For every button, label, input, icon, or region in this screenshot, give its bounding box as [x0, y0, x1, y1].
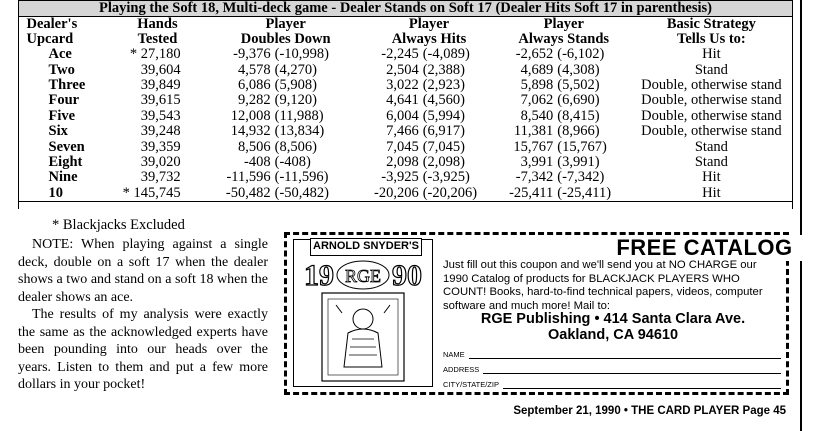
header-player-ah: Player: [408, 16, 450, 32]
address-field-label: ADDRESS: [443, 365, 480, 374]
as-hit-value: (-25,411): [557, 184, 612, 201]
ah-hit-value: (2,098): [422, 153, 465, 170]
dd-stand-value: 4,578: [238, 61, 271, 78]
cell-doubles-down: [211, 62, 361, 77]
table-row: [19, 62, 793, 77]
as-stand-value: -2,652: [515, 46, 554, 63]
card-outline: [322, 293, 404, 381]
cell-basic-strategy: Stand: [694, 153, 728, 170]
as-hit-value: (8,415): [557, 107, 600, 124]
dd-stand-value: 12,008: [230, 107, 271, 124]
cell-doubles-down: [211, 186, 361, 202]
name-field-label: NAME: [443, 350, 465, 359]
cell-always-stands: [497, 186, 630, 202]
coupon-artwork: [293, 239, 433, 387]
as-stand-value: 8,540: [520, 107, 554, 124]
cell-hands-tested: 39,359: [140, 138, 181, 155]
dd-stand-value: 14,932: [230, 123, 271, 140]
cell-always-hits: [361, 62, 498, 77]
cell-upcard: 10: [19, 186, 105, 202]
table-row: [19, 155, 793, 170]
cell-basic-strategy: Stand: [694, 138, 728, 155]
cell-basic-strategy: Hit: [702, 46, 721, 63]
cell-doubles-down: [211, 124, 361, 139]
dd-hit-value: (8,506): [274, 138, 317, 155]
dd-hit-value: (11,988): [274, 107, 324, 124]
ah-hit-value: (6,917): [422, 123, 465, 140]
header-doubles-down: Doubles Down: [240, 31, 331, 47]
dd-stand-value: 8,506: [238, 138, 271, 155]
cell-hands-tested: 39,543: [140, 107, 181, 124]
cell-hands-tested: 39,849: [140, 76, 181, 93]
city-state-zip-label: CITY/STATE/ZIP: [443, 380, 499, 389]
cell-upcard: Ace: [48, 46, 72, 63]
as-hit-value: (4,308): [557, 61, 600, 78]
ah-hit-value: (2,388): [422, 61, 465, 78]
as-stand-value: 15,767: [513, 138, 554, 155]
card-artwork-svg: [296, 255, 430, 383]
ah-stand-value: 2,098: [386, 153, 419, 170]
dd-hit-value: (-10,998): [274, 46, 329, 63]
ah-hit-value: (-4,089): [422, 46, 470, 63]
name-field[interactable]: [443, 347, 781, 359]
dd-stand-value: -50,482: [225, 184, 271, 201]
header-tells-us: Tells Us to:: [677, 31, 746, 47]
cell-hands-tested: 39,248: [140, 123, 181, 140]
dd-hit-value: (5,908): [274, 76, 317, 93]
dd-stand-value: 6,086: [238, 76, 271, 93]
as-hit-value: (8,966): [557, 123, 600, 140]
cell-upcard: Seven: [48, 138, 85, 155]
header-always-hits: Always Hits: [391, 31, 467, 47]
cell-always-hits: [361, 124, 498, 139]
cell-always-hits: [361, 139, 498, 154]
strategy-table: [18, 0, 793, 202]
as-stand-value: 4,689: [520, 61, 554, 78]
art-brand-label: ARNOLD SNYDER'S: [310, 238, 422, 256]
as-hit-value: (5,502): [557, 76, 600, 93]
cell-basic-strategy: Double, otherwise stand: [641, 76, 782, 93]
cell-hands-tested: * 145,745: [104, 186, 210, 202]
ah-hit-value: (2,923): [422, 76, 465, 93]
cell-hands-tested: 39,732: [140, 169, 181, 186]
cell-always-hits: [361, 170, 498, 185]
cell-always-stands: [497, 47, 630, 62]
cell-doubles-down: [211, 93, 361, 108]
header-tested: Tested: [137, 31, 178, 47]
header-basic-strategy: Basic Strategy: [666, 16, 756, 32]
dd-hit-value: (-408): [274, 153, 311, 170]
cell-upcard: Eight: [48, 153, 83, 170]
cell-always-stands: [497, 139, 630, 154]
cell-always-hits: [361, 109, 498, 124]
as-hit-value: (15,767): [557, 138, 607, 155]
page-right-rule: [800, 0, 802, 431]
dd-stand-value: -9,376: [233, 46, 271, 63]
ah-stand-value: 6,004: [386, 107, 419, 124]
ah-hit-value: (-20,206): [422, 184, 478, 201]
as-hit-value: (-7,342): [557, 169, 605, 186]
cell-basic-strategy: Stand: [694, 61, 728, 78]
city-state-zip-field[interactable]: [443, 377, 781, 389]
city-state-zip-line[interactable]: [503, 387, 781, 389]
cell-hands-tested: * 27,180: [129, 46, 181, 63]
table-row: [19, 186, 793, 202]
cell-doubles-down: [211, 139, 361, 154]
dd-stand-value: -408: [244, 153, 271, 170]
header-always-stands: Always Stands: [518, 31, 610, 47]
as-stand-value: 11,381: [513, 123, 554, 140]
cell-always-stands: [497, 62, 630, 77]
year-left-text: 19: [304, 259, 334, 292]
note-paragraph-2: The results of my analysis were exactly the same as the acknowledged experts have been pounding into our heads over the years. Listen to them and put a few more dollars in your pocket!: [18, 307, 268, 392]
cell-always-hits: [361, 186, 498, 202]
table-row: [19, 139, 793, 154]
as-stand-value: -25,411: [509, 184, 554, 201]
ah-hit-value: (-3,925): [422, 169, 470, 186]
table-row: [19, 109, 793, 124]
cell-upcard: Six: [48, 123, 68, 140]
table-row: [19, 170, 793, 185]
table-row: [19, 93, 793, 108]
ah-stand-value: 2,504: [386, 61, 419, 78]
address-field-line[interactable]: [483, 372, 781, 374]
as-hit-value: (3,991): [557, 153, 600, 170]
cell-upcard: Three: [48, 76, 86, 93]
cell-doubles-down: [211, 47, 361, 62]
table-title: Playing the Soft 18, Multi-deck game - Dealer Stands on Soft 17 (Dealer Hits Soft 17 in parenthesis): [19, 1, 793, 17]
dd-hit-value: (-50,482): [274, 184, 329, 201]
cell-always-stands: [497, 170, 630, 185]
footnote: * Blackjacks Excluded: [52, 217, 185, 233]
catalog-coupon[interactable]: [284, 232, 793, 395]
ah-stand-value: 3,022: [386, 76, 419, 93]
cell-always-stands: [497, 155, 630, 170]
cell-upcard: Five: [48, 107, 76, 124]
cell-doubles-down: [211, 109, 361, 124]
as-stand-value: 7,062: [520, 92, 554, 109]
header-upcard: Upcard: [26, 31, 74, 47]
cell-doubles-down: [211, 78, 361, 93]
page-footer: September 21, 1990 • THE CARD PLAYER Page 45: [513, 405, 786, 417]
cell-basic-strategy: Hit: [702, 169, 721, 186]
ah-stand-value: 7,045: [386, 138, 419, 155]
table-row: [19, 47, 793, 62]
dd-hit-value: (9,120): [274, 92, 317, 109]
address-field[interactable]: [443, 362, 781, 374]
coupon-address: [443, 311, 783, 343]
table-row: [19, 78, 793, 93]
rge-art-text: RGE: [345, 266, 381, 286]
cell-upcard: Two: [48, 61, 75, 78]
cell-always-hits: [361, 93, 498, 108]
as-hit-value: (6,690): [557, 92, 600, 109]
ah-hit-value: (5,994): [422, 107, 465, 124]
cell-always-hits: [361, 78, 498, 93]
ah-stand-value: -3,925: [381, 169, 419, 186]
table-body: [19, 47, 793, 201]
cell-hands-tested: 39,615: [140, 92, 181, 109]
address-line-1: RGE Publishing • 414 Santa Clara Ave.: [480, 311, 746, 327]
catalog-title: FREE CATALOG: [587, 235, 816, 261]
address-line-2: Oakland, CA 94610: [547, 327, 679, 343]
ah-stand-value: 4,641: [386, 92, 419, 109]
cell-basic-strategy: Double, otherwise stand: [641, 107, 782, 124]
ah-stand-value: -20,206: [373, 184, 419, 201]
dd-stand-value: -11,596: [226, 169, 271, 186]
cell-doubles-down: [211, 155, 361, 170]
header-player-as: Player: [543, 16, 584, 32]
coupon-body: Just fill out this coupon and we'll send you at NO CHARGE our 1990 Catalog of products for BLACKJACK PLAYERS WHO COUNT! Books, hard-to-find technical papers, videos, computer software and much more! Mail to:: [443, 259, 763, 312]
cell-hands-tested: 39,020: [140, 153, 181, 170]
note: [18, 236, 268, 394]
cell-basic-strategy: Double, otherwise stand: [641, 123, 782, 140]
ah-stand-value: 7,466: [386, 123, 419, 140]
dd-hit-value: (13,834): [274, 123, 325, 140]
name-field-line[interactable]: [469, 357, 781, 359]
header-player-dd: Player: [265, 16, 306, 32]
cell-always-hits: [361, 155, 498, 170]
as-stand-value: -7,342: [515, 169, 554, 186]
cell-always-stands: [497, 109, 630, 124]
cell-always-stands: [497, 78, 630, 93]
cell-always-hits: [361, 47, 498, 62]
dd-stand-value: 9,282: [238, 92, 271, 109]
ah-hit-value: (4,560): [422, 92, 465, 109]
year-right-text: 90: [392, 259, 422, 292]
header-hands: Hands: [137, 16, 178, 32]
cell-upcard: Nine: [48, 169, 78, 186]
header-dealers: Dealer's: [26, 16, 78, 32]
cell-basic-strategy: Hit: [630, 186, 792, 202]
as-stand-value: 3,991: [520, 153, 554, 170]
ah-stand-value: -2,245: [381, 46, 419, 63]
table-row: [19, 124, 793, 139]
dd-hit-value: (-11,596): [274, 169, 329, 186]
cell-always-stands: [497, 93, 630, 108]
cell-upcard: Four: [48, 92, 80, 109]
note-paragraph-1: NOTE: When playing against a single deck, double on a soft 17 when the dealer shows a two and stand on a soft 18 when the dealer shows an ace.: [18, 237, 268, 305]
cell-basic-strategy: Double, otherwise stand: [641, 92, 782, 109]
cell-doubles-down: [211, 170, 361, 185]
as-hit-value: (-6,102): [557, 46, 605, 63]
as-stand-value: 5,898: [520, 76, 554, 93]
cell-hands-tested: 39,604: [140, 61, 181, 78]
ah-hit-value: (7,045): [422, 138, 465, 155]
dd-hit-value: (4,270): [274, 61, 317, 78]
cell-always-stands: [497, 124, 630, 139]
